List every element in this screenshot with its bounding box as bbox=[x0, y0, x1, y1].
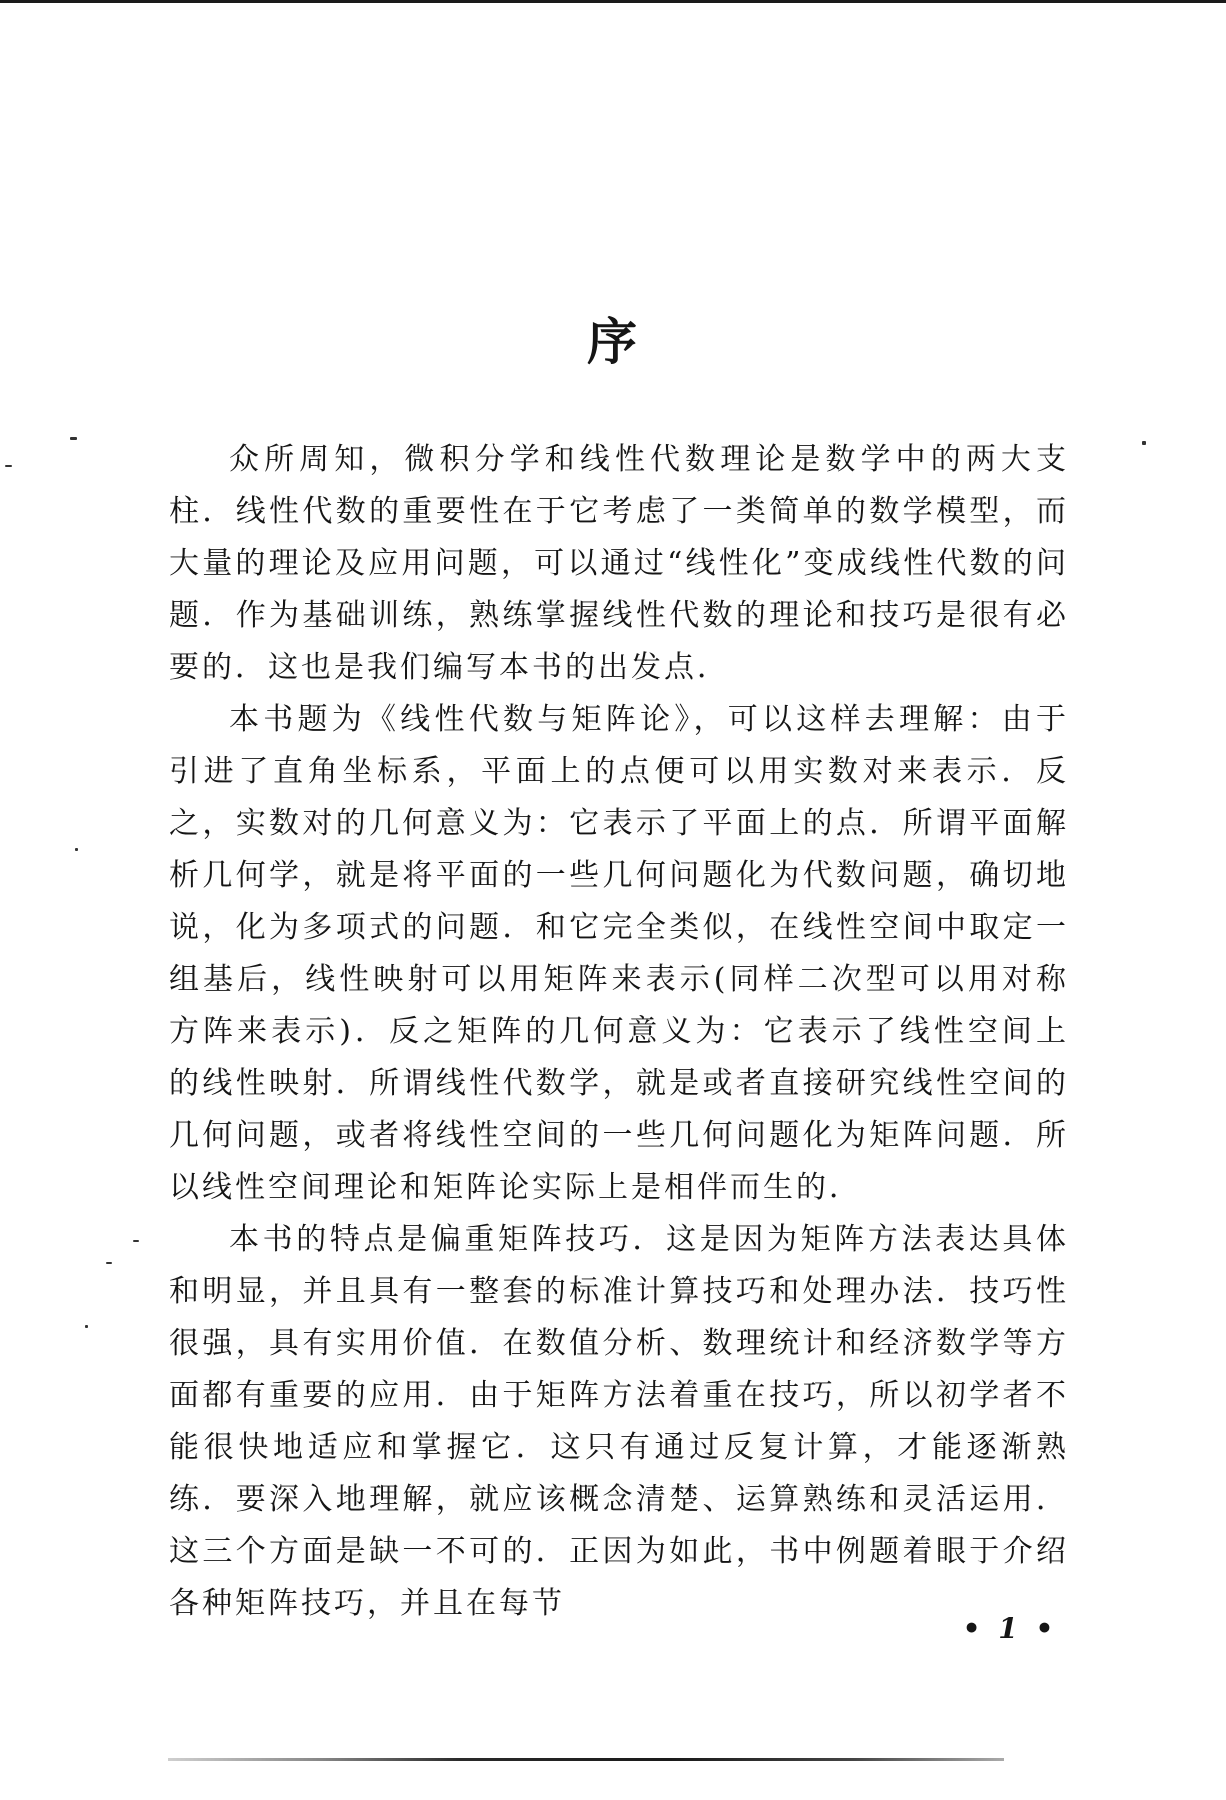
scan-mark bbox=[5, 465, 12, 467]
scan-mark bbox=[133, 1240, 139, 1242]
bottom-scan-rule bbox=[168, 1758, 1004, 1761]
page-title: 序 bbox=[587, 312, 639, 371]
scan-mark bbox=[1142, 441, 1146, 445]
page-number: • 1 • bbox=[962, 1612, 1058, 1645]
body-text bbox=[169, 434, 1069, 1630]
scan-mark bbox=[106, 1262, 112, 1264]
paragraph-3: 本书的特点是偏重矩阵技巧．这是因为矩阵方法表达具体和明显，并且具有一整套的标准计算技巧和处理办法．技巧性很强，具有实用价值．在数值分析、数理统计和经济数学等方面都有重要的应用．由于矩阵方法着重在技巧，所以初学者不能很快地适应和掌握它．这只有通过反复计算，才能逐渐熟练．要深入地理解，就应该概念清楚、运算熟练和灵活运用．这三个方面是缺一不可的．正因为如此，书中例题着眼于介绍各种矩阵技巧，并且在每节 bbox=[169, 1222, 1069, 1621]
paragraph-2: 本书题为《线性代数与矩阵论》，可以这样去理解：由于引进了直角坐标系，平面上的点便可以用实数对来表示．反之，实数对的几何意义为：它表示了平面上的点．所谓平面解析几何学，就是将平面的一些几何问题化为代数问题，确切地说，化为多项式的问题．和它完全类似，在线性空间中取定一组基后，线性映射可以用矩阵来表示(同样二次型可以用对称方阵来表示)．反之矩阵的几何意义为：它表示了线性空间上的线性映射．所谓线性代数学，就是或者直接研究线性空间的几何问题，或者将线性空间的一些几何问题化为矩阵问题．所以线性空间理论和矩阵论实际上是相伴而生的． bbox=[169, 702, 1069, 1205]
top-edge-rule bbox=[0, 0, 1226, 3]
scan-mark bbox=[85, 1325, 88, 1328]
scan-mark bbox=[75, 848, 78, 851]
paragraph-1: 众所周知，微积分学和线性代数理论是数学中的两大支柱．线性代数的重要性在于它考虑了一类简单的数学模型，而大量的理论及应用问题，可以通过“线性化”变成线性代数的问题．作为基础训练，熟练掌握线性代数的理论和技巧是很有必要的．这也是我们编写本书的出发点． bbox=[169, 442, 1069, 685]
scan-mark bbox=[70, 437, 77, 440]
